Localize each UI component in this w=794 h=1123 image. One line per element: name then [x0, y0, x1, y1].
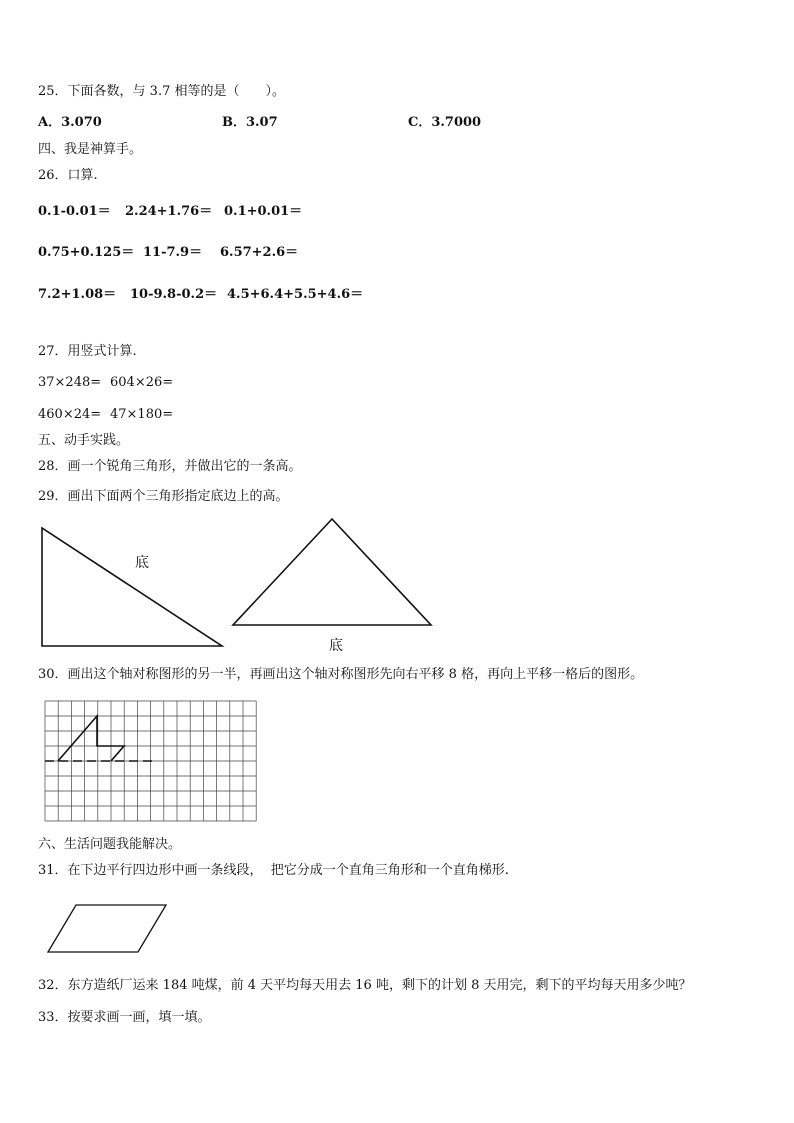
oral-calc-item: 0.1+0.01＝: [224, 204, 303, 219]
question-25-option-c: C．3.7000: [408, 115, 482, 130]
q30-grid-figure: [44, 700, 258, 822]
vertical-calc-item: 604×26=: [110, 375, 174, 390]
question-28-stem: 28．画一个锐角三角形，并做出它的一条高。: [38, 459, 302, 474]
question-27-title: 27．用竖式计算.: [38, 344, 137, 359]
parallelogram: [48, 905, 166, 952]
q31-parallelogram-figure: [40, 898, 175, 958]
question-32-stem: 32．东方造纸厂运来 184 吨煤，前 4 天平均每天用去 16 吨，剩下的计划 8 天用完，剩下的平均每天用多少吨？: [38, 978, 692, 993]
oral-calc-item: 0.1-0.01＝: [38, 204, 111, 219]
question-29-stem: 29．画出下面两个三角形指定底边上的高。: [38, 489, 289, 504]
oral-calc-item: 6.57+2.6＝: [220, 245, 299, 260]
oral-calc-item: 0.75+0.125＝: [38, 245, 135, 260]
right-triangle: [42, 528, 222, 646]
question-30-stem: 30．画出这个轴对称图形的另一半，再画出这个轴对称图形先向右平移 8 格，再向上平移一格后的图形。: [38, 667, 644, 682]
vertical-calc-item: 460×24=: [38, 407, 102, 422]
section-6-heading: 六、生活问题我能解决。: [38, 837, 182, 852]
vertical-calc-item: 37×248=: [38, 375, 102, 390]
base-label-right: 底: [329, 638, 343, 654]
question-25-stem: 25．下面各数，与 3.7 相等的是（ ）。: [38, 84, 285, 99]
oral-calc-item: 7.2+1.08＝: [38, 287, 117, 302]
question-31-stem: 31．在下边平行四边形中画一条线段， 把它分成一个直角三角形和一个直角梯形.: [38, 863, 509, 878]
acute-triangle: [233, 519, 431, 625]
oral-calc-item: 11-7.9＝: [143, 245, 203, 260]
q29-triangles-figure: [30, 512, 450, 657]
oral-calc-item: 4.5+6.4+5.5+4.6＝: [227, 287, 364, 302]
section-4-heading: 四、我是神算手。: [38, 142, 143, 157]
symmetric-half-shape: [58, 716, 124, 761]
vertical-calc-item: 47×180=: [110, 407, 174, 422]
oral-calc-item: 2.24+1.76＝: [125, 204, 213, 219]
section-5-heading: 五、动手实践。: [38, 433, 130, 448]
question-25-option-a: A．3.070: [38, 115, 102, 130]
oral-calc-item: 10-9.8-0.2＝: [130, 287, 218, 302]
question-33-stem: 33．按要求画一画，填一填。: [38, 1010, 211, 1025]
question-25-option-b: B．3.07: [222, 115, 278, 130]
question-26-title: 26．口算.: [38, 168, 98, 183]
base-label-left: 底: [135, 555, 149, 571]
